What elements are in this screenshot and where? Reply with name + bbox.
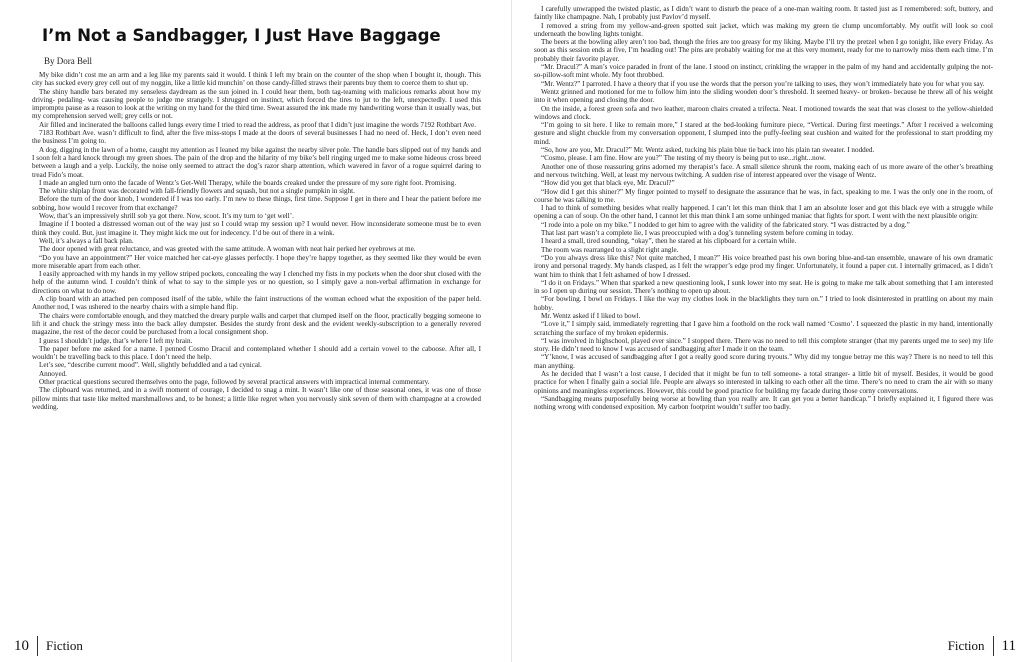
paragraph: Annoyed. (39, 369, 67, 378)
paragraph: I had to think of something besides what really happened. I can’t let this man think that I am an absolute loser and got this black eye with a struggle while opening a can of soup. On the other hand, I cannot let this man think I am some unhinged maniac that fights for sport. I went with the next plausible origin: (534, 204, 993, 221)
paragraph: Wow, that’s an impressively shrill sob ya got there. Now, scoot. It’s my turn to ‘get well’. (39, 212, 294, 221)
paragraph: “How did you get that black eye, Mr. Dracul?” (541, 179, 675, 188)
paragraph: The room was rearranged to a slight right angle. (541, 245, 679, 254)
page-number: 10 (14, 637, 29, 654)
paragraph: Mr. Wentz asked if I liked to bowl. (541, 311, 641, 320)
paragraph: “For bowling. I bowl on Fridays. I like the way my clothes look in the blacklights they turn on.” I tried to look disinterested in prattling on about my main hobby. (534, 295, 993, 312)
paragraph: I made an angled turn onto the facade of Wentz’s Get-Well Therapy, while the boards creaked under the pressure of my sore right foot. Promising. (39, 178, 457, 187)
paragraph: “Y’know, I was accused of sandbagging after I got a really good score during tryouts.” Why did my tongue betray me this way? There is no need to tell this man anything. (534, 353, 993, 370)
paragraph: The shiny handle bars berated my senseless daydream as the sun joined in. I could hear them, both tag-teaming with malicious remarks about how my driving- pedaling- was causing people to judge me strangely. I shrugged on instinct, which forced the tires to jut to the left, unexpectedly. I used this impromptu pause as a reason to look at the writing on my hand for the third time. Sweat assured the ink made my handwriting worse than it usually was, but my comprehension served well; grey cells or not. (32, 87, 481, 121)
paragraph: As he decided that I wasn’t a lost cause, I decided that it might be fun to tell someone- a total stranger- a little bit of myself. Besides, it would be good practice for when I finally gain a social life. People are always so interested in talking to each other all the time. There’s no need to cram the air with so many opinions and meaningless experiences. However, this could be good practice for building my facade during those corny conversations. (534, 370, 993, 395)
paragraph: “I’m going to sit here. I like to remain more,” I stared at the bed-looking furniture piece, “Vertical. During first meetings.” After I received a welcoming gesture and slight chuckle from my conversation opponent, I slumped into the puffy-feeling seat cushion and waited for the professional to start prodding my mind. (534, 121, 993, 146)
footer-divider (37, 636, 38, 656)
paragraph: Another one of those reassuring grins adorned my therapist’s face. A small silence shrunk the room, making each of us more aware of the other’s breathing and nervous twitching. Well, at least my nervous twitching. A sudden rise of interest appeared over the visage of Wentz. (534, 162, 993, 179)
paragraph: Well, it’s always a fall back plan. (39, 236, 134, 245)
paragraph: Wentz grinned and motioned for me to follow him into the sliding wooden door’s threshold. It seemed heavy- or broken- because he threw all of his weight into it when opening and closing the door. (534, 87, 993, 105)
paragraph: The door opened with great reluctance, and was greeted with the same attitude. A woman with neat hair perked her eyebrows at me. (39, 245, 416, 254)
paragraph: “I do it on Fridays.” When that sparked a new questioning look, I sunk lower into my seat. He is going to make me talk about something that I am interested in so I open up during our session. There’s nothing to open up about. (534, 278, 993, 296)
paragraph: “Love it,” I simply said, immediately regretting that I gave him a foothold on the rock wall named ‘Cosmo’. I squeezed the plastic in my hand, intentionally scratching the surface of my broken epidermis. (534, 320, 993, 337)
paragraph: Other practical questions secured themselves onto the page, followed by several practical answers with impractical internal commentary. (39, 377, 430, 386)
paragraph: “Sandbagging means purposefully being worse at bowling than you really are. It can get you a better handicap.” I briefly explained it, I figured there was nothing wrong with condensed exposition. My carbon footprint wouldn’t suffer too badly. (534, 394, 993, 412)
article-title: I’m Not a Sandbagger, I Just Have Baggage (42, 26, 441, 45)
right-page (512, 0, 1024, 662)
left-page-footer (14, 636, 83, 656)
paragraph: Air filled and incinerated the balloons called lungs every time I tried to read the address, as proof that I didn’t just imagine the words 7192 Rothbart Ave. (39, 120, 476, 129)
section-label: Fiction (46, 638, 83, 653)
paragraph: The white shiplap front was decorated with fall-friendly flowers and squash, but not a single pumpkin in sight. (39, 187, 355, 196)
paragraph: The beers at the bowling alley aren’t too bad, though the fries are too greasy for my liking. Maybe I’ll try the pretzel when I go tonight, like every Friday. As soon as this session ends at five, I’m heading out! The pins are probably waiting for me at this very moment, ready for me to narrowly miss them each time. I’m probably their favorite player. (534, 38, 993, 63)
byline: By Dora Bell (44, 56, 92, 66)
paragraph: On the inside, a forest green sofa and two leather, maroon chairs created a trifecta. Neat. I motioned towards the seat that was closest to the yellow-shielded windows and clock. (534, 104, 993, 121)
paragraph: My bike didn’t cost me an arm and a leg like my parents said it would. I think I left my brain on the counter of the shop when I bought it, though. This city has sucked every grey cell out of my noggin, like a little kid munchin’ on those candy-filled straws their parents buy them to coerce them to shut up. (32, 71, 481, 88)
paragraph: “Cosmo, please. I am fine. How are you?” The testing of my theory is being put to use...right...now. (541, 154, 826, 163)
section-label: Fiction (947, 638, 985, 653)
paragraph: Imagine if I booted a distressed woman out of the way just so I could wrap my session up? I would never. How inconsiderate someone must be to even think they could. But, just imagine it. They might kick me out for indecency. I’d be out of there in a wink. (32, 220, 481, 237)
page-number: 11 (1001, 637, 1016, 654)
paragraph: The clipboard was returned, and in a swift moment of courage, I decided to snag a mint. It wasn’t like one of those seasonal ones, it was one of those pillow mints that taste like melted marshmallows and, to be honest; a little like regret when you nervously sink seven of them with champagne at a crowded wedding. (32, 386, 481, 411)
paragraph: Before the turn of the door knob, I wondered if I was too early. I’m new to these things, first time. Suppose I get in there and I hear the patient before me sobbing, how would I recover from that exchange? (32, 195, 481, 212)
paragraph: “How did I get this shiner?” My finger pointed to myself to designate the assurance that he was, in fact, speaking to me. I was the only one in the room, of course he was talking to me. (534, 187, 993, 204)
paragraph: I heard a small, tired sounding, “okay”, then he stared at his clipboard for a certain while. (541, 237, 797, 246)
right-page-footer (948, 636, 1016, 656)
paragraph: A dog, digging in the lawn of a home, caught my attention as I leaned my bike against the nearby silver pole. The handle bars slipped out of my hands and I soon felt a hard knock through my green shoes. The pain of the drop and the hilarity of my bike’s bell ringing urged me to make some hideous cross breed between a laugh and a yelp. Luckily, the noise only seemed to attract the dog’s razor sharp attention, which wavered in favor of a rogue squirrel daring to tread Fido’s moat. (32, 145, 481, 179)
paragraph: I removed a string from my yellow-and-green spotted suit jacket, which was making my green tie clump uncomfortably. My outfit will look so cool underneath the bowling lights tonight. (534, 21, 993, 38)
paragraph: I carefully unwrapped the twisted plastic, as I didn’t want to disturb the peace of a one-man waiting room. It tasted just as I remembered: soft, buttery, and faintly like champagne. Nah, I probably just Pavlov’d myself. (534, 5, 993, 22)
paragraph: I guess I shouldn’t judge, that’s where I left my brain. (39, 336, 193, 345)
paragraph: “I rode into a pole on my bike.” I nodded to get him to agree with the validity of the fabricated story. “I was distracted by a dog.” (541, 220, 910, 229)
paragraph: That last part wasn’t a complete lie, I was preoccupied with a dog’s tunneling system before coming in today. (541, 229, 854, 238)
paragraph: The chairs were comfortable enough, and they matched the dreary purple walls and carpet that clumped itself on the floor, practically begging someone to lift it and chuck the stringy mess into the back alley dumpster. Besides the sturdy front desk and the evident weekly-subscription to a generally revered magazine, the rest of the decor could be purchased from a local consignment shop. (32, 311, 481, 337)
paragraph: The paper before me asked for a name. I penned Cosmo Dracul and contemplated whether I should add a certain vowel to the caboose. After all, I wouldn’t be travelling back to this place. I don’t need the help. (32, 344, 481, 362)
paragraph: “Do you always dress like this? Not quite matched, I mean?” His voice breathed past his own boring blue-and-tan ensemble, unaware of his own dramatic irony and personal tragedy. My hands clasped, as I felt the wrapper’s edge prod my finger. Unfortunately, it found a paper cut. I internally grimaced, as I didn’t want him to think that I felt ashamed of how I dressed. (534, 253, 993, 279)
paragraph: “I was involved in highschool, played ever since.” I stopped there. There was no need to tell this complete stranger (that my parents urged me to see) my life story. He didn’t need to know I was accused of sandbagging after I made it on the team. (534, 336, 993, 354)
left-column-text (32, 71, 481, 652)
footer-divider (993, 636, 994, 656)
paragraph: A clip board with an attached pen composed itself of the table, while the faint instructions of the woman echoed what the exposition of the paper held. Another nod, I was ushered to the nearby chairs with a simple hand flip. (32, 295, 481, 312)
right-column-text (534, 5, 993, 653)
paragraph: “Do you have an appointment?” Her voice matched her cat-eye glasses perfectly. I hope they’re happy together, as they seemed like they would be even more miserable apart from each other. (32, 253, 481, 270)
paragraph: 7183 Rothbart Ave. wasn’t difficult to find, after the five miss-stops I made at the doors of several businesses I had no need of. Heck, I don’t even need the business I’m going to. (32, 129, 481, 146)
paragraph: “Mr. Wentz?” I parroted. I have a theory that if you use the words that the person you’re talking to uses, they won’t immediately hate you for what you say. (541, 79, 985, 88)
paragraph: “So, how are you, Mr. Dracul?” Mr. Wentz asked, tucking his plain blue tie back into his plain tan sweater. I nodded. (541, 146, 875, 155)
paragraph: I easily approached with my hands in my yellow striped pockets, concealing the way I clenched my fists in my pockets when the door shut closed with the help of the autumn wind. I couldn’t think of what to say to the simple yes or no question, so I simply gave a non-verbal affirmation in exchange for directions on what to do now. (32, 270, 481, 295)
paragraph: “Mr. Dracul?” A man’s voice paraded in front of the lane. I stood on instinct, crinkling the wrapper in the palm of my hand and accidentally gulping the not-so-pillow-soft mint whole. My foot throbbed. (534, 63, 993, 80)
paragraph: Let’s see, “describe current mood”. Well, slightly befuddled and a tad cynical. (39, 361, 262, 370)
